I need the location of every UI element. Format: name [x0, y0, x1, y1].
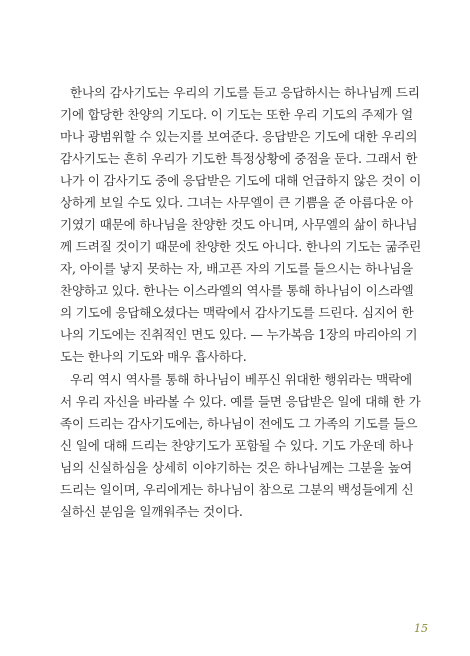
text-line: 기였기 때문에 하나님을 찬양한 것도 아니며, 사무엘의 삶이 하나님	[60, 217, 418, 232]
text-line: 족이 드리는 감사기도에는, 하나님이 전에도 그 가족의 기도를 들으	[60, 416, 418, 431]
text-line: 실하신 분임을 일깨워주는 것이다.	[60, 504, 243, 519]
text-line: 상하게 보일 수도 있다. 그녀는 사무엘이 큰 기쁨을 준 아름다운 아	[60, 195, 413, 210]
text-line: 우리 역시 역사를 통해 하나님이 베푸신 위대한 행위라는 맥락에	[70, 372, 412, 387]
text-line: 드리는 일이며, 우리에게는 하나님이 참으로 그분의 백성들에게 신	[60, 482, 414, 497]
text-line: 의 기도에 응답해오셨다는 맥락에서 감사기도를 드린다. 심지어 한	[60, 305, 414, 320]
text-line: 한나의 감사기도는 우리의 기도를 듣고 응답하시는 하나님께 드리	[70, 85, 420, 100]
text-line: 마나 광범위할 수 있는지를 보여준다. 응답받은 기도에 대한 우리의	[60, 129, 418, 144]
text-line: 나의 기도에는 진취적인 면도 있다. — 누가복음 1장의 마리아의 기	[60, 327, 418, 342]
text-line: 께 드려질 것이기 때문에 찬양한 것도 아니다. 한나의 기도는 굶주린	[60, 239, 422, 254]
text-line: 서 우리 자신을 바라볼 수 있다. 예를 들면 응답받은 일에 대해 한 가	[60, 394, 421, 409]
text-line: 도는 한나의 기도와 매우 흡사하다.	[60, 349, 247, 364]
text-line: 자, 아이를 낳지 못하는 자, 배고픈 자의 기도를 들으시는 하나님을	[60, 261, 413, 276]
page-number: 15	[414, 622, 428, 635]
text-line: 신 일에 대해 드리는 찬양기도가 포함될 수 있다. 기도 가운데 하나	[60, 438, 413, 453]
text-line: 님의 신실하심을 상세히 이야기하는 것은 하나님께는 그분을 높여	[60, 460, 412, 475]
text-line: 나가 이 감사기도 중에 응답받은 기도에 대해 언급하지 않은 것이 이	[60, 173, 422, 188]
text-line: 찬양하고 있다. 한나는 이스라엘의 역사를 통해 하나님이 이스라엘	[60, 283, 414, 298]
text-line: 기에 합당한 찬양의 기도다. 이 기도는 또한 우리 기도의 주제가 얼	[60, 107, 413, 122]
text-line: 감사기도는 흔히 우리가 기도한 특정상황에 중점을 둔다. 그래서 한	[60, 151, 418, 166]
